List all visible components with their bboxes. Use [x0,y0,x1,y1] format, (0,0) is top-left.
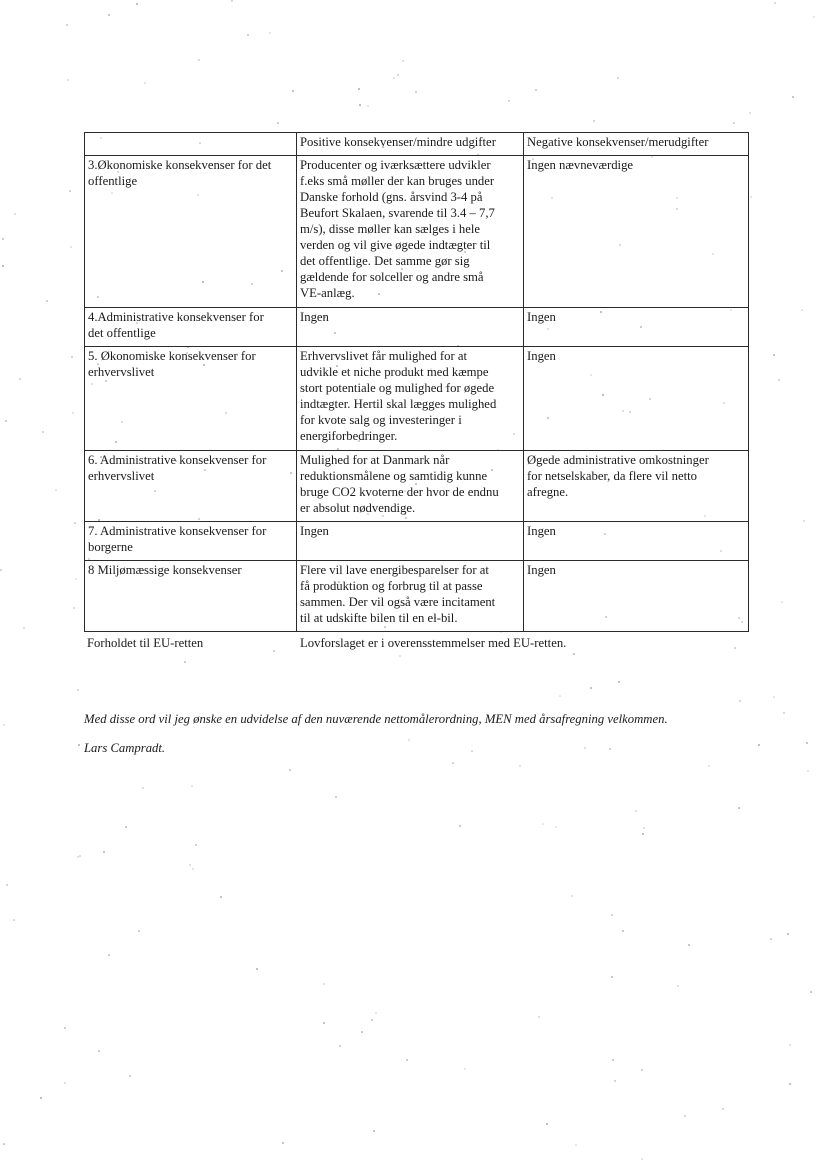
header-negative: Negative konsekvenser/merudgifter [524,133,749,156]
scan-speck [67,79,69,81]
scan-speck [69,190,71,192]
scan-speck [773,354,775,356]
scan-speck [55,489,57,491]
scan-speck [614,1080,616,1082]
scan-speck [277,122,279,124]
scan-speck [46,300,48,302]
scan-speck [810,991,812,993]
scan-speck [464,1068,466,1070]
scan-speck [575,1144,577,1146]
scan-speck [708,765,710,767]
scan-speck [789,1083,791,1085]
closing-statement: Med disse ord vil jeg ønske en udvidelse af den nuværende nettomålerordning, MEN med årsafregning velkommen. [84,712,668,726]
scan-speck [781,601,783,603]
scan-speck [408,739,410,741]
scan-speck [611,914,613,916]
scan-speck [535,89,537,91]
scan-speck [74,522,76,524]
scan-speck [770,938,772,940]
row-positive: Flere vil lave energibesparelser for at få produktion og forbrug til at passe sammen. Der vil også være incitament til at udskifte bilen til en el-bil. [297,561,524,632]
scan-speck [622,930,624,932]
scan-speck [643,827,645,829]
scan-speck [136,3,138,5]
scan-speck [677,985,679,987]
scan-speck [269,32,271,34]
scan-speck [3,1143,5,1145]
scan-speck [371,1019,373,1021]
scan-speck [5,420,7,422]
scan-speck [14,213,16,215]
scan-speck [79,855,81,857]
scan-speck [282,1142,284,1144]
scan-speck [375,1012,377,1014]
scan-speck [739,700,741,702]
scan-speck [19,378,21,380]
signature: Lars Campradt. [84,741,166,755]
scan-speck [40,1097,42,1099]
scan-speck [750,196,752,198]
scan-speck [247,34,249,36]
scan-speck [66,24,68,26]
row-label: 4.Administrative konsekvenser for det offentlige [85,308,297,347]
scan-speck [733,122,735,124]
scan-speck [397,74,399,76]
scan-speck [571,895,573,897]
row-positive: Ingen [297,522,524,561]
scan-speck [192,868,194,870]
row-negative: Ingen [524,308,749,347]
scan-speck [406,1059,408,1061]
scan-speck [519,765,521,767]
scan-speck [339,1045,341,1047]
table-header-row [85,133,749,156]
scan-speck [42,431,44,433]
scan-speck [609,748,611,750]
scan-speck [144,82,146,84]
scan-speck [323,983,325,985]
scan-speck [6,884,8,886]
scan-speck [98,1050,100,1052]
eu-law-statement: Lovforslaget er i overensstemmelser med EU-retten. [300,636,567,650]
scan-speck [787,933,789,935]
scan-speck [774,2,776,4]
scan-speck [611,976,613,978]
scan-speck [641,1069,643,1071]
header-positive: Positive konsekvenser/mindre udgifter [297,133,524,156]
table-row [85,156,749,308]
scan-speck [0,569,2,571]
row-label: 5. Økonomiske konsekvenser for erhvervslivet [85,347,297,451]
table-row [85,561,749,632]
scan-speck [584,747,586,749]
scan-speck [688,944,690,946]
row-positive: Mulighed for at Danmark når reduktionsmålene og samtidig kunne bruge CO2 kvoterne der hvor de endnu er absolut nødvendige. [297,451,524,522]
scan-speck [125,826,127,828]
scan-speck [231,0,233,2]
scan-speck [749,112,751,114]
scan-speck [612,1059,614,1061]
scan-speck [64,1027,66,1029]
scan-speck [393,77,395,79]
row-negative: Ingen [524,561,749,632]
scan-speck [13,919,15,921]
table-row [85,522,749,561]
scan-speck [64,1082,66,1084]
scan-speck [402,60,404,62]
scan-speck [289,769,291,771]
scan-speck [2,265,4,267]
scan-speck [323,1022,325,1024]
scan-speck [191,785,193,787]
scan-speck [538,1016,540,1018]
scan-speck [2,238,4,240]
scan-speck [641,1158,643,1160]
scan-speck [801,309,803,311]
scan-speck [71,356,73,358]
row-positive: Producenter og iværksættere udvikler f.eks små møller der kan bruges under Danske forhold (gns. årsvind 3-4 på Beufort Skalaen, svarende til 3.4 – 7,7 m/s), disse møller kan sælges i hele verden og vil give øgede indtægter til det offentlige. Det samme gør sig gældende for solceller og andre små VE-anlæg. [297,156,524,308]
row-negative: Ingen [524,347,749,451]
scan-speck [138,930,140,932]
scan-speck [77,689,79,691]
scan-speck [617,77,619,79]
scan-speck [103,851,105,853]
table-row [85,308,749,347]
scan-speck [108,14,110,16]
header-blank [85,133,297,156]
scan-speck [256,968,258,970]
row-negative: Ingen nævneværdige [524,156,749,308]
scan-speck [452,762,454,764]
scan-speck [72,412,74,414]
scan-speck [559,695,561,697]
row-negative: Øgede administrative omkostninger for netselskaber, da flere vil netto afregne. [524,451,749,522]
scan-speck [23,627,25,629]
scan-speck [373,1130,375,1132]
row-label: 3.Økonomiske konsekvenser for det offentlige [85,156,297,308]
scan-speck [70,246,72,248]
scan-speck [642,833,644,835]
row-label: 7. Administrative konsekvenser for borgerne [85,522,297,561]
scan-speck [734,647,736,649]
scan-speck [78,744,80,746]
table-row [85,451,749,522]
scan-speck [684,1115,686,1117]
scan-speck [195,844,197,846]
scan-speck [807,770,809,772]
scan-speck [189,864,191,866]
row-negative: Ingen [524,522,749,561]
consequences-table [84,132,749,632]
scan-speck [361,1031,363,1033]
row-positive: Erhvervslivet får mulighed for at udvikle et niche produkt med kæmpe stort potentiale og mulighed for øgede indtægter. Hertil skal lægges mulighed for kvote salg og investeringer i energiforbedringer. [297,347,524,451]
table-row [85,347,749,451]
row-label: 6. Administrative konsekvenser for erhvervslivet [85,451,297,522]
scan-speck [792,96,794,98]
scan-speck [273,650,275,652]
scan-speck [399,655,401,657]
scan-speck [758,744,760,746]
scan-speck [573,653,575,655]
scan-speck [129,1075,131,1077]
scan-speck [590,687,592,689]
scan-speck [813,16,815,18]
scan-speck [3,724,5,726]
scan-speck [806,742,808,744]
scan-speck [778,379,780,381]
scan-speck [508,100,510,102]
scan-speck [335,796,337,798]
row-label: 8 Miljømæssige konsekvenser [85,561,297,632]
scan-speck [803,520,805,522]
scan-speck [367,105,369,107]
scan-speck [73,607,75,609]
scan-speck [292,90,294,92]
scan-speck [471,750,473,752]
scan-speck [184,661,186,663]
eu-law-label: Forholdet til EU-retten [87,636,204,650]
scan-speck [783,712,785,714]
scan-speck [108,954,110,956]
scan-speck [555,826,557,828]
scan-speck [198,59,200,61]
scan-speck [358,88,360,90]
scan-speck [142,787,144,789]
scan-speck [542,823,544,825]
scan-speck [593,120,595,122]
scan-speck [789,1044,791,1046]
scan-speck [415,91,417,93]
scan-speck [75,578,77,580]
scan-speck [773,696,775,698]
scan-speck [359,104,361,106]
scan-speck [722,1108,724,1110]
scan-speck [220,896,222,898]
scan-speck [635,810,637,812]
scan-speck [459,825,461,827]
scan-speck [546,1123,548,1125]
row-positive: Ingen [297,308,524,347]
scan-speck [738,807,740,809]
scan-speck [618,681,620,683]
